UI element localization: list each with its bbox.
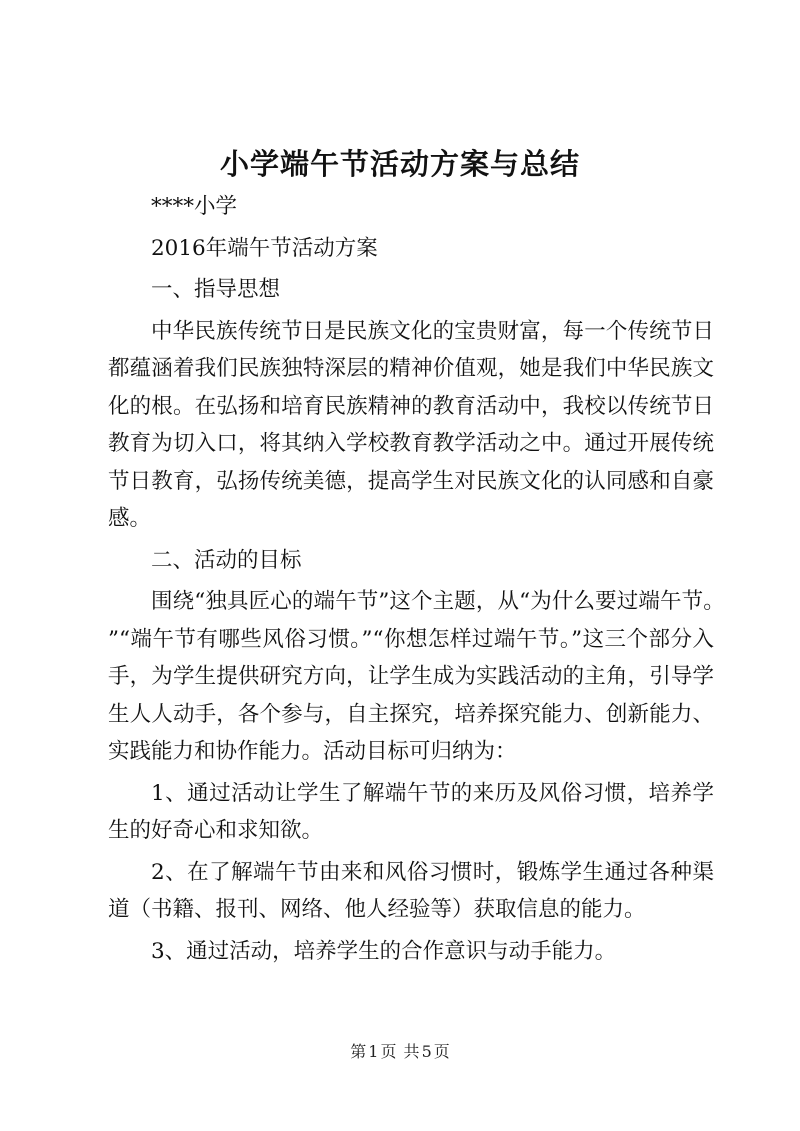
section1-paragraph: 中华民族传统节日是民族文化的宝贵财富，每一个传统节日都蕴涵着我们民族独特深层的精神价值观，她是我们中华民族文化的根。在弘扬和培育民族精神的教育活动中，我校以传统节日教育为切入口，将其纳入学校教育教学活动之中。通过开展传统节日教育，弘扬传统美德，提高学生对民族文化的认同感和自豪感。 [108, 318, 714, 531]
page-number: 1 [368, 1042, 379, 1061]
total-label: 共 [403, 1042, 420, 1061]
section2-paragraph: 围绕“独具匠心的端午节”这个主题，从“为什么要过端午节。”“端午节有哪些风俗习惯。”“你想怎样过端午节。”这三个部分入手，为学生提供研究方向，让学生成为实践活动的主角，引导学生人人动手，各个参与，自主探究，培养探究能力、创新能力、实践能力和协作能力。活动目标可归纳为： [108, 589, 714, 764]
page-label: 第 [350, 1042, 367, 1061]
plan-subtitle: 2016年端午节活动方案 [151, 235, 378, 261]
document-title: 小学端午节活动方案与总结 [219, 147, 580, 181]
goal-item-2: 2、在了解端午节由来和风俗习惯时，锻炼学生通过各种渠道（书籍、报刊、网络、他人经验等）获取信息的能力。 [108, 859, 714, 922]
page-footer [0, 1042, 800, 1062]
section2-heading: 二、活动的目标 [151, 547, 302, 573]
section1-heading: 一、指导思想 [151, 277, 281, 302]
page-unit: 页 [380, 1042, 397, 1061]
goal-item-1: 1、通过活动让学生了解端午节的来历及风俗习惯，培养学生的好奇心和求知欲。 [108, 780, 714, 843]
goal-item-3: 3、通过活动，培养学生的合作意识与动手能力。 [151, 938, 617, 964]
school-name: ****小学 [151, 194, 238, 219]
total-pages: 5 [421, 1042, 432, 1061]
total-unit: 页 [433, 1042, 450, 1061]
document-body [108, 188, 714, 970]
